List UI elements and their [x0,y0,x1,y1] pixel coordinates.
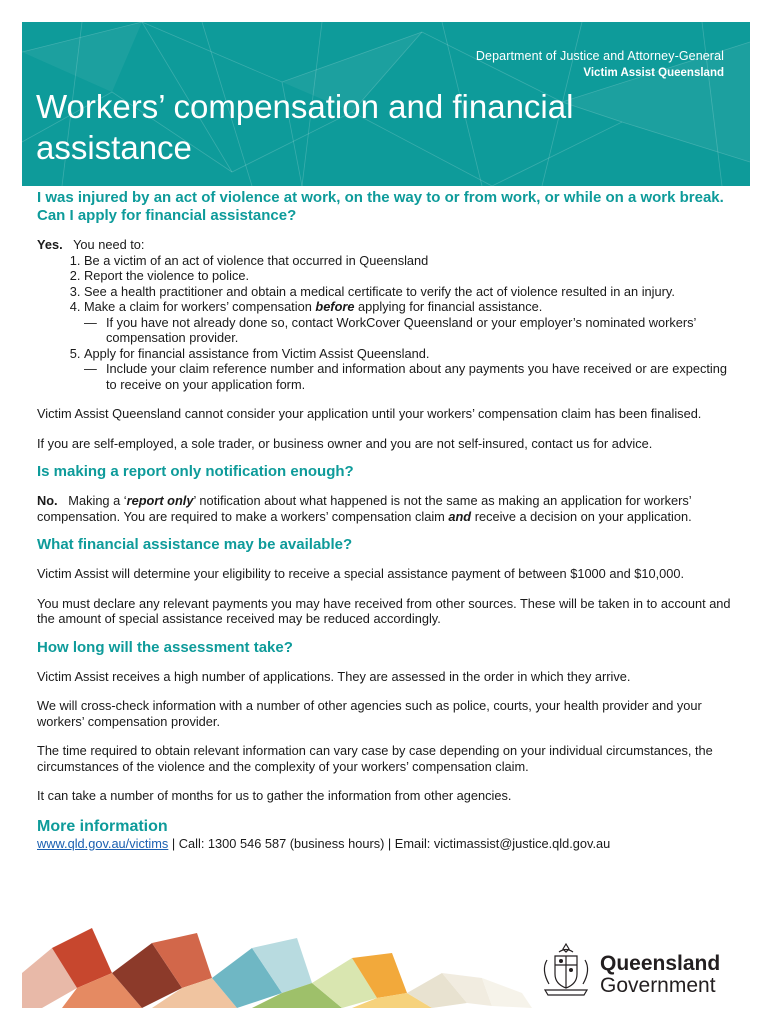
step5-text: Apply for financial assistance from Victim Assist Queensland. [84,345,430,361]
section2-text-c: receive a decision on your application. [471,508,692,524]
contact-details: | Call: 1300 546 587 (business hours) | Email: victimassist@justice.qld.gov.au [168,835,611,851]
step4-text-post: applying for financial assistance. [354,299,543,314]
section4-para1: Victim Assist receives a high number of applications. They are assessed in the order in which they arrive. [37,668,631,684]
section4-heading: How long will the assessment take? [37,638,293,656]
footer-decoration [22,918,532,1008]
logo-line2: Government [600,974,716,997]
step4-subitem-text: If you have not already done so, contact WorkCover Queensland or your employer’s nominated workers’ compensation provider. [106,314,696,345]
section3-para1: Victim Assist will determine your eligibility to receive a special assistance payment of between $1000 and $10,000. [37,566,685,581]
department-name: Department of Justice and Attorney-General [475,49,724,63]
report-only-emphasis: report only [126,493,194,508]
page-title: Workers’ compensation and financial assistance [36,88,574,166]
department-block [476,48,724,82]
queensland-government-logo [600,953,720,997]
step-item: 3. See a health practitioner and obtain a medical certificate to verify the act of violence resulted in an injury. [84,284,731,300]
section4-para3: The time required to obtain relevant information can vary case by case depending on your individual circumstances, the circumstances of the violence and the complexity of your workers’ compensation claim. [37,743,713,774]
section3-heading: What financial assistance may be available? [37,536,353,553]
dash-bullet: — [84,314,97,330]
section2-para [37,493,731,524]
section2-text-a: Making a ‘ [68,493,127,508]
section4-para4: It can take a number of months for us to gather the information from other agencies. [37,788,512,803]
contact-line [37,836,731,852]
logo-line1: Queensland [600,952,721,975]
victims-link[interactable]: www.qld.gov.au/victims [37,835,169,851]
yes-line [37,237,731,253]
step5-subitem [84,361,731,392]
yes-text: You need to: [73,237,145,252]
section1-para2: If you are self-employed, a sole trader, or business owner and you are not self-insured, contact us for advice. [37,435,653,451]
and-emphasis: and [448,508,472,524]
section2-text-b: ’ notification about what happened is not the same as making an application for workers’ compensation. You are required to make a workers’ compensation claim [37,493,692,524]
step4-text-pre: Make a claim for workers’ compensation [84,299,316,314]
dash-bullet: — [84,361,97,376]
steps-list [37,253,731,393]
step-item [84,299,731,346]
step-item: 2. Report the violence to police. [84,268,731,284]
agency-name: Victim Assist Queensland [583,67,724,79]
more-info-heading: More information [37,817,168,835]
step-item: 1. Be a victim of an act of violence that occurred in Queensland [84,253,731,269]
section3-para2: You must declare any relevant payments you may have received from other sources. These will be taken in to account and the amount of special assistance received may be reduced accordingly. [37,595,731,626]
section2-heading: Is making a report only notification enough? [37,463,354,480]
header-banner [22,22,750,186]
step4-bold: before [315,299,355,314]
main-content [37,189,731,851]
section4-para2: We will cross-check information with a number of other agencies such as police, courts, your health provider and your workers’ compensation provider. [37,698,702,729]
no-label: No. [37,493,58,508]
queensland-crest-icon [537,940,595,1000]
step-item [84,346,731,393]
section1-heading: I was injured by an act of violence at work, on the way to or from work, or while on a work break. Can I apply for financial assistance? [37,189,724,224]
step4-sublist [84,315,731,346]
yes-label: Yes. [37,237,63,252]
step5-sublist [84,361,731,392]
section1-para1: Victim Assist Queensland cannot consider your application until your workers’ compensation claim has been finalised. [37,406,702,421]
step5-subitem-text: Include your claim reference number and information about any payments you have received or are expecting to receive on your application form. [106,361,727,392]
step4-subitem [84,315,731,346]
